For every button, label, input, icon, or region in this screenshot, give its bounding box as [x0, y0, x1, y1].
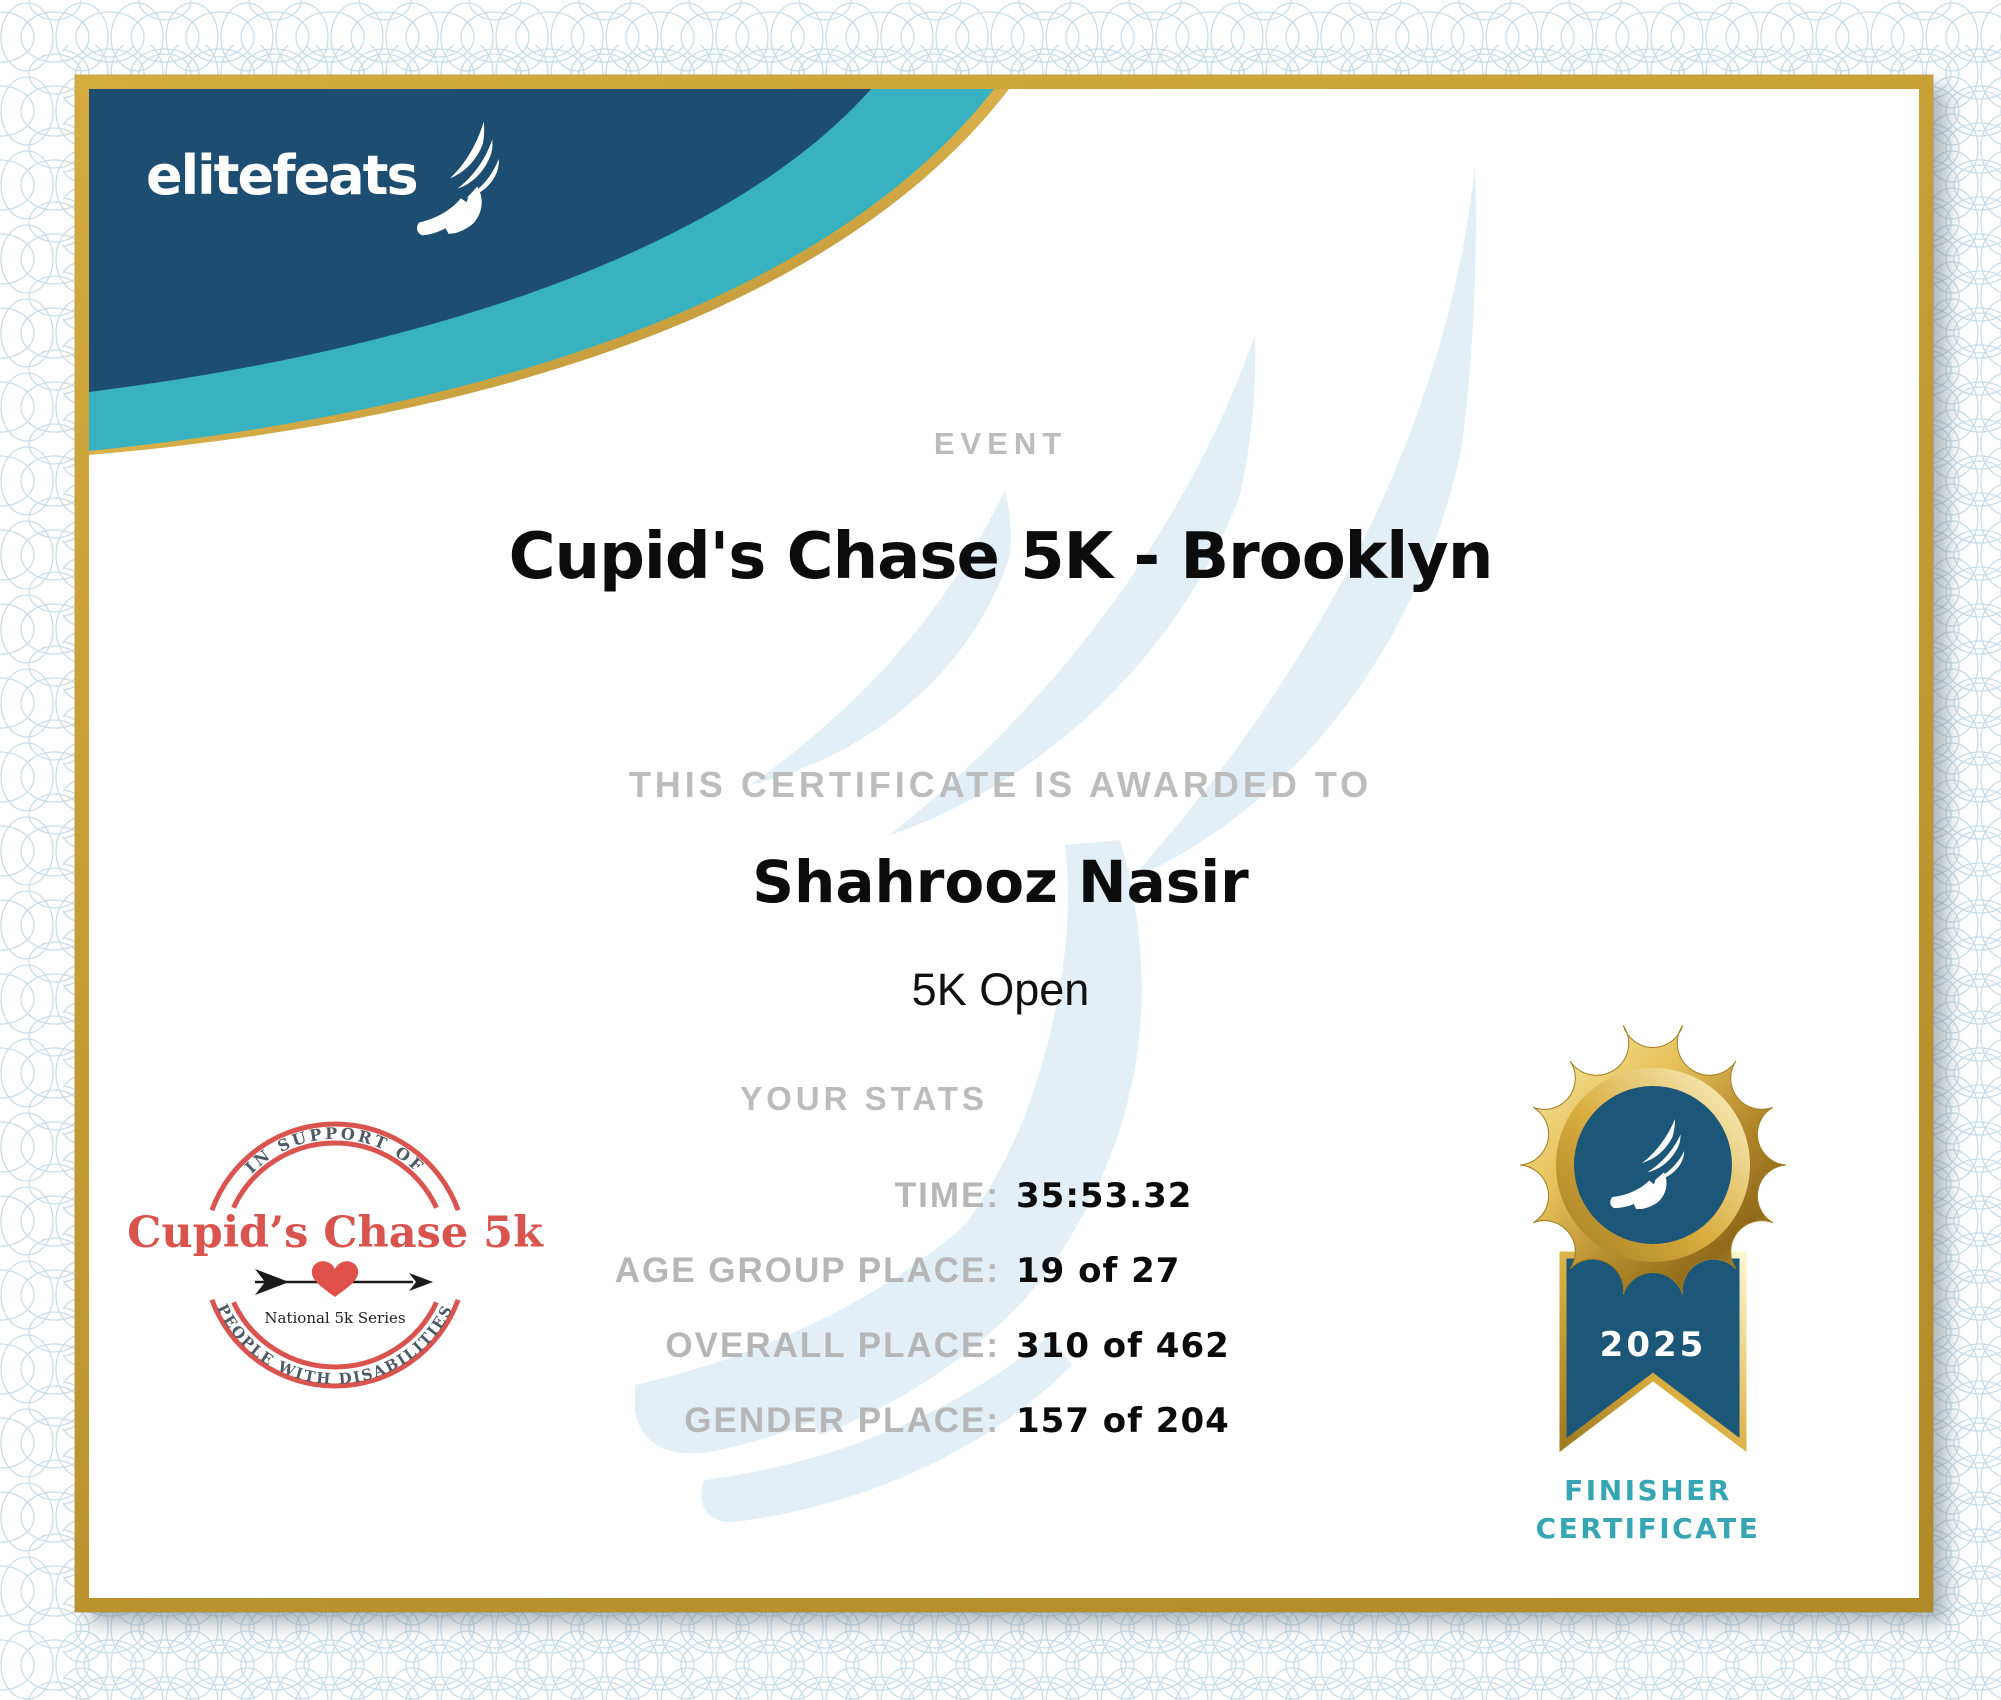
finisher-caption-line1: FINISHER: [1564, 1474, 1732, 1507]
stat-value: 35:53.32: [1016, 1176, 1193, 1216]
stat-label: GENDER PLACE:: [684, 1401, 1000, 1440]
heart-icon: [312, 1261, 358, 1297]
stamp-arc-top-text: IN SUPPORT OF: [241, 1123, 429, 1178]
stat-value: 310 of 462: [1016, 1326, 1230, 1366]
event-title: Cupid's Chase 5K - Brooklyn: [508, 520, 1493, 594]
finisher-medal: [1503, 1015, 1803, 1485]
stamp-series-text: National 5k Series: [264, 1309, 406, 1327]
stats-heading: YOUR STATS: [740, 1080, 988, 1117]
stat-label: AGE GROUP PLACE:: [614, 1251, 1000, 1290]
stat-value: 157 of 204: [1016, 1401, 1230, 1441]
svg-text:IN SUPPORT OF: [241, 1124, 428, 1177]
stat-value: 19 of 27: [1016, 1251, 1181, 1291]
winged-foot-logo-icon: [402, 111, 524, 244]
stat-label: TIME:: [894, 1176, 1000, 1215]
event-label: EVENT: [933, 426, 1068, 461]
finisher-caption: [1448, 1472, 1848, 1548]
award-label: THIS CERTIFICATE IS AWARDED TO: [628, 764, 1373, 805]
medal-ribbon: [1563, 1255, 1743, 1445]
finisher-caption-line2: CERTIFICATE: [1535, 1512, 1761, 1545]
stamp-arc-bottom-text: PEOPLE WITH DISABILITIES: [213, 1301, 457, 1389]
recipient-name: Shahrooz Nasir: [752, 848, 1249, 916]
division-name: 5K Open: [911, 964, 1090, 1015]
stat-label: OVERALL PLACE:: [665, 1326, 1000, 1365]
stamp-title: Cupid’s Chase 5k: [127, 1208, 543, 1258]
brand-logo-text: elitefeats: [146, 144, 417, 207]
medal-year: 2025: [1599, 1325, 1707, 1365]
cupids-chase-stamp: [127, 1105, 543, 1405]
